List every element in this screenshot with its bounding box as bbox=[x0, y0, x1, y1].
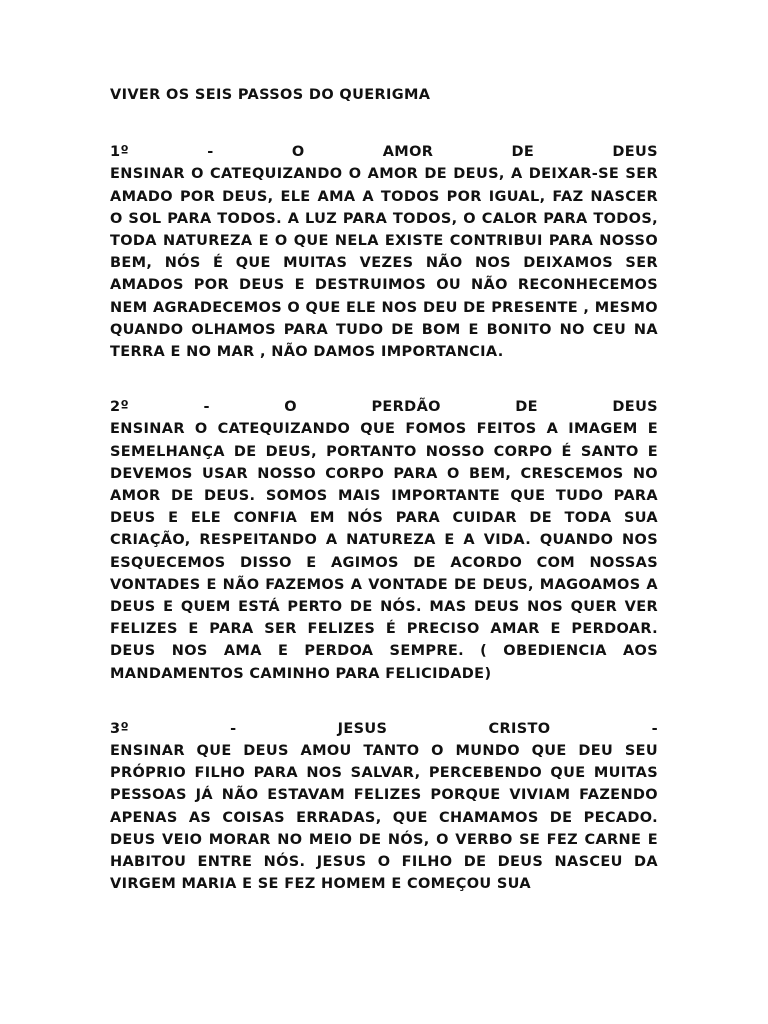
section-1 bbox=[110, 141, 658, 363]
section-1-heading bbox=[110, 141, 658, 163]
section-2-body: ENSINAR O CATEQUIZANDO QUE FOMOS FEITOS A IMAGEM E SEMELHANÇA DE DEUS, PORTANTO NOSSO CORPO É SANTO E DEVEMOS USAR NOSSO CORPO PARA O BEM, CRESCEMOS NO AMOR DE DEUS. SOMOS MAIS IMPORTANTE QUE TUDO PARA DEUS E ELE CONFIA EM NÓS PARA CUIDAR DE TODA SUA CRIAÇÃO, RESPEITANDO A NATUREZA E A VIDA. QUANDO NOS ESQUECEMOS DISSO E AGIMOS DE ACORDO COM NOSSAS VONTADES E NÃO FAZEMOS A VONTADE DE DEUS, MAGOAMOS A DEUS E QUEM ESTÁ PERTO DE NÓS. MAS DEUS NOS QUER VER FELIZES E PARA SER FELIZES É PRECISO AMAR E PERDOAR. DEUS NOS AMA E PERDOA SEMPRE. ( OBEDIENCIA AOS MANDAMENTOS CAMINHO PARA FELICIDADE) bbox=[110, 421, 658, 682]
heading-word: 3º bbox=[110, 720, 129, 737]
heading-word: - bbox=[203, 399, 210, 416]
heading-word: DE bbox=[515, 399, 538, 416]
section-3-body: ENSINAR QUE DEUS AMOU TANTO O MUNDO QUE DEU SEU PRÓPRIO FILHO PARA NOS SALVAR, PERCEBENDO QUE MUITAS PESSOAS JÁ NÃO ESTAVAM FELIZES PORQUE VIVIAM FAZENDO APENAS AS COISAS ERRADAS, QUE CHAMAMOS DE PECADO. DEUS VEIO MORAR NO MEIO DE NÓS, O VERBO SE FEZ CARNE E HABITOU ENTRE NÓS. JESUS O FILHO DE DEUS NASCEU DA VIRGEM MARIA E SE FEZ HOMEM E COMEÇOU SUA bbox=[110, 743, 658, 893]
heading-word: 2º bbox=[110, 399, 129, 416]
heading-word: DEUS bbox=[612, 144, 658, 161]
document-content bbox=[110, 84, 658, 896]
heading-word: - bbox=[651, 720, 658, 737]
heading-word: O bbox=[284, 399, 297, 416]
heading-word: 1º bbox=[110, 144, 129, 161]
heading-word: CRISTO bbox=[488, 720, 551, 737]
heading-word: - bbox=[230, 720, 237, 737]
section-1-body: ENSINAR O CATEQUIZANDO O AMOR DE DEUS, A DEIXAR-SE SER AMADO POR DEUS, ELE AMA A TODOS POR IGUAL, FAZ NASCER O SOL PARA TODOS. A LUZ PARA TODOS, O CALOR PARA TODOS, TODA NATUREZA E O QUE NELA EXISTE CONTRIBUI PARA NOSSO BEM, NÓS É QUE MUITAS VEZES NÃO NOS DEIXAMOS SER AMADOS POR DEUS E DESTRUIMOS OU NÃO RECONHECEMOS NEM AGRADECEMOS O QUE ELE NOS DEU DE PRESENTE , MESMO QUANDO OLHAMOS PARA TUDO DE BOM E BONITO NO CEU NA TERRA E NO MAR , NÃO DAMOS IMPORTANCIA. bbox=[110, 166, 658, 361]
section-3-heading bbox=[110, 718, 658, 740]
section-3 bbox=[110, 718, 658, 896]
document-title: VIVER OS SEIS PASSOS DO QUERIGMA bbox=[110, 87, 431, 103]
heading-word: DE bbox=[511, 144, 535, 161]
heading-word: PERDÃO bbox=[371, 399, 441, 416]
heading-word: O bbox=[291, 144, 305, 161]
heading-word: DEUS bbox=[612, 399, 658, 416]
heading-word: JESUS bbox=[337, 720, 388, 737]
heading-word: AMOR bbox=[382, 144, 434, 161]
section-2-heading bbox=[110, 396, 658, 418]
heading-word: - bbox=[207, 144, 214, 161]
section-2 bbox=[110, 396, 658, 685]
